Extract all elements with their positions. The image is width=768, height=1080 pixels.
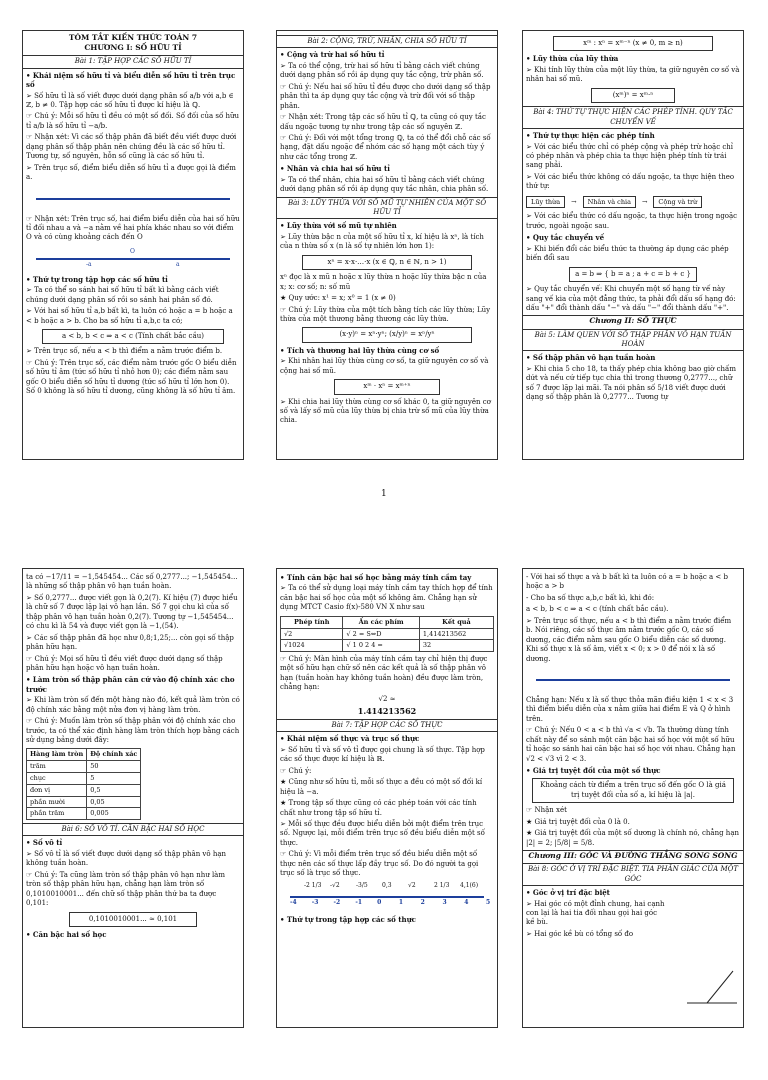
paragraph: ➢ Số 0,2777... được viết gọn là 0,2(7). Kí hiệu (7) được hiểu là chữ số 7 được lặp lại vô hạn lần. Số 7 gọi chu kì của số thập phân vô hạn tuần hoàn 0,2(7). Tương tự −1,545454... có chu kì là 54 và được viết gọn là −1,(54). [26,593,238,631]
table-cell: phần trăm [27,808,87,820]
section-heading: • Cộng và trừ hai số hữu tỉ [280,50,385,60]
flow-step: Cộng và trừ [653,196,702,209]
table-cell: 1,414213562 [419,628,493,640]
definition-box: Khoảng cách từ điểm a trên trục số đến gốc O là giá trị tuyệt đối của số a, kí hiệu là |a|. [532,778,735,803]
rounding-table [26,748,141,820]
paragraph: ★ Giá trị tuyệt đối của một số dương là chính nó, chẳng hạn |2| = 2; |5/8| = 5/8. [526,829,739,847]
section-heading: • Tích và thương hai lũy thừa cùng cơ số [280,345,440,355]
symmetric-number-line [26,246,240,272]
number-line-axis [536,679,730,681]
paragraph: ➢ Với các biểu thức có dấu ngoặc, ta thực hiện trong ngoặc trước, ngoài ngoặc sau. [526,212,738,230]
paragraph: ➢ Trên trục số, nếu a < b thì điểm a nằm trước điểm b. [26,347,223,356]
table-header: Độ chính xác [87,749,141,761]
paragraph: ➢ Hai góc có một đỉnh chung, hai cạnh con lại là hai tia đối nhau gọi hai góc kề bù. [526,899,665,927]
paragraph: ☞ Chú ý: [280,766,312,775]
axis-tick-label: -1 [355,898,362,906]
paragraph: ta có −17/11 = −1,545454... Các số 0,2777...; −1,545454... là những số thập phân vô hạn tuần hoàn. [26,573,238,591]
formula-box: (xᵐ)ⁿ = xᵐ·ⁿ [591,88,676,103]
table-row [27,808,141,820]
paragraph: ➢ Với các biểu thức không có dấu ngoặc, ta thực hiện theo thứ tự: [526,172,735,191]
axis-tick-label: -3 [311,898,319,906]
axis-tick-label: 1 [398,898,404,906]
paragraph: ☞ Chú ý: Ta cũng làm tròn số thập phân vô hạn như làm tròn số thập phân hữu hạn, chẳng hạn làm tròn số 0,1010010001... đến chữ số thập phân thứ ba ta được 0,101: [26,870,225,908]
section-heading: • Thứ tự trong tập hợp các số hữu tỉ [26,274,168,284]
page1-column-2 [276,30,498,460]
calculator-result: 1.414213562 [357,706,417,717]
paragraph: ➢ Khi biến đổi các biểu thức ta thường áp dụng các phép biến đổi sau [526,244,729,263]
paragraph: ★ Quy ước: x¹ = x; x⁰ = 1 (x ≠ 0) [280,294,396,303]
formula-box: xᵐ : xⁿ = xᵐ⁻ⁿ (x ≠ 0, m ≥ n) [553,36,713,51]
axis-mark-label: -3/5 [356,881,368,889]
paragraph: ☞ Chú ý: Đối với một tổng trong ℚ, ta có thể đổi chỗ các số hạng, đặt dấu ngoặc để nhóm các số hạng một cách tùy ý như các tổng trong ℤ. [280,133,491,161]
section-heading: • Giá trị tuyệt đối của một số thực [526,766,661,775]
section-heading: • Khái niệm số thực và trục số thực [280,734,420,744]
page1-column-1 [22,30,244,460]
paragraph: ➢ Khi làm tròn số đến một hàng nào đó, kết quả làm tròn có độ chính xác bằng một nửa đơn vị hàng làm tròn. [26,696,240,714]
table-cell: 0,005 [87,808,141,820]
page2-column-2 [276,568,498,1028]
paragraph: ➢ Hai góc kề bù có tổng số đo [526,929,634,938]
paragraph: ➢ Quy tắc chuyển vế: Khi chuyển một số hạng từ vế này sang vế kia của một đẳng thức, ta phải đổi dấu số hạng đó: dấu "+" đổi thành dấu "−" và dấu "−" đổi thành dấu "+". [526,285,736,312]
axis-tick-label: 2 [420,898,425,906]
number-line-figure [26,186,240,212]
lesson-title: Bài 5: LÀM QUEN VỚI SỐ THẬP PHÂN VÔ HẠN TUẦN HOÀN [523,329,743,352]
paragraph: ☞ Chú ý: Vì mỗi điểm trên trục số đều biểu diễn một số thực nên các số thực lấp đầy trục số. Do đó người ta gọi trục số là trục số thực. [280,850,479,878]
table-cell: 50 [87,761,141,773]
lesson-title: Bài 4: THỨ TỰ THỰC HIỆN CÁC PHÉP TÍNH. QUY TẮC CHUYỂN VẾ [523,106,743,129]
paragraph: ★ Cũng như số hữu tỉ, mỗi số thực a đều có một số đối kí hiệu là −a. [280,778,483,796]
table-row [27,796,141,808]
paragraph: ➢ Khi chia 5 cho 18, ta thấy phép chia không bao giờ chấm dứt và nếu cứ tiếp tục chia thì trong thương 0,2777..., chữ số 7 được lặp lại mãi. Ta nói phân số 5/18 viết được dưới dạng số thập phân là 0,2777... Tương tự [526,364,736,402]
section-heading: • Lũy thừa với số mũ tự nhiên [280,221,397,231]
paragraph: ➢ Số vô tỉ là số viết được dưới dạng số thập phân vô hạn không tuần hoàn. [26,849,227,868]
paragraph: ☞ Nhận xét: Vì các số thập phân đã biết đều viết được dưới dạng phân số thập phân nên chúng đều là các số hữu tỉ. Tương tự, số nguyên, hỗn số cũng là các số hữu tỉ. [26,133,237,161]
axis-mark-label: √2 [408,881,416,889]
number-line-axis [36,198,230,200]
paragraph: ➢ Mỗi số thực đều được biểu diễn bởi một điểm trên trục số. Ngược lại, mỗi điểm trên trục số đều biểu diễn một số thực. [280,819,485,847]
lesson-title: Bài 7: TẬP HỢP CÁC SỐ THỰC [277,719,497,732]
table-cell: 5 [87,772,141,784]
table-cell: phần mười [27,796,87,808]
formula-box: a < b, b < c ⇒ a < c (Tính chất bắc cầu) [42,329,223,344]
formula-line: √2 ≈ [378,694,396,703]
section-heading: • Lũy thừa của lũy thừa [526,54,619,64]
table-cell: trăm [27,761,87,773]
flow-step: Lũy thừa [526,196,565,209]
axis-tick-label: -2 [333,898,341,906]
section-heading: • Tính căn bậc hai số học bằng máy tính cầm tay [280,573,472,582]
number-line-axis [36,258,230,260]
paragraph: ➢ Ta có thể sử dụng loại máy tính cầm tay thích hợp để tính căn bậc hai số học của một số không âm. Chẳng hạn sử dụng MTCT Casio f(x)-580 VN X như sau [280,584,493,612]
axis-mark-label: -√2 [330,881,340,889]
section-heading: • Góc ở vị trí đặc biệt [526,888,610,898]
page2-column-1 [22,568,244,1028]
table-cell: 0,05 [87,796,141,808]
paragraph: ☞ Chú ý: Màn hình của máy tính cầm tay chỉ hiện thị được một số hữu hạn chữ số nên các kết quả là số thập phân vô hạn (tuần hoàn hay không tuần hoàn) đều được làm tròn, chẳng hạn: [280,655,488,692]
axis-tick-label: 5 [486,898,491,906]
paragraph: ➢ Ta có thể cộng, trừ hai số hữu tỉ bằng cách viết chúng dưới dạng phân số rồi áp dụng quy tắc cộng, trừ phân số. [280,61,484,80]
chapter-title: Chương III: GÓC VÀ ĐƯỜNG THẲNG SONG SONG [523,850,743,861]
section-heading: • Khái niệm số hữu tỉ và biểu diễn số hữu tỉ trên trục số [26,70,236,90]
paragraph: - Cho ba số thực a,b,c bất kì, khi đó: [526,593,655,602]
paragraph: - Với hai số thực a và b bất kì ta luôn có a = b hoặc a < b hoặc a > b [526,573,728,591]
paragraph: Chẳng hạn: Nếu x là số thực thỏa mãn điều kiện 1 < x < 3 thì điểm biểu diễn của x nằm giữa hai điểm E và Q ở hình trên. [526,695,734,723]
paragraph: ☞ Nhận xét: Trên trục số, hai điểm biểu diễn của hai số hữu tỉ đối nhau a và −a nằm về hai phía khác nhau so với điểm O và có cùng khoảng cách đến O [26,214,240,242]
order-of-operations-flow: Lũy thừa → Nhân và chia → Cộng và trừ [526,196,740,209]
table-row [27,772,141,784]
table-cell: chục [27,772,87,784]
paragraph: ➢ Ta có thể so sánh hai số hữu tỉ bất kì bằng cách viết chúng dưới dạng phân số rồi so sánh hai phân số đó. [26,286,219,304]
paragraph: ★ Trong tập số thực cũng có các phép toán với các tính chất như trong tập số hữu tỉ. [280,799,477,817]
table-cell: 32 [419,640,493,652]
paragraph: ☞ Chú ý: Mỗi số hữu tỉ đều có một số đối. Số đối của số hữu tỉ a/b là số hữu tỉ −a/b. [26,112,239,130]
table-row [281,628,494,640]
paragraph: ☞ Chú ý: Mọi số hữu tỉ đều viết được dưới dạng số thập phân hữu hạn hoặc vô hạn tuần hoàn. [26,654,223,672]
formula-box: xⁿ = x·x·…·x (x ∈ ℚ, n ∈ ℕ, n > 1) [302,255,473,270]
lesson-title: Bài 6: SỐ VÔ TỈ. CĂN BẬC HAI SỐ HỌC [23,823,243,836]
paragraph: ☞ Chú ý: Trên trục số, các điểm nằm trước gốc O biểu diễn số hữu tỉ âm (tức số hữu tỉ nhỏ hơn 0); các điểm nằm sau gốc O biểu diễn số hữu tỉ dương (tức số hữu tỉ lớn hơn 0). Số 0 không là số hữu tỉ dương, cũng không là số hữu tỉ âm. [26,358,237,396]
document-title: TÓM TẮT KIẾN THỨC TOÁN 7 [68,33,198,42]
section-heading: • Làm tròn số thập phân căn cứ vào độ chính xác cho trước [26,675,235,694]
pos-a-label: a [176,260,180,268]
flow-step: Nhân và chia [583,196,636,209]
table-cell: √2 [281,628,343,640]
table-cell: 0,5 [87,784,141,796]
paragraph: ☞ Chú ý: Lũy thừa của một tích bằng tích các lũy thừa; Lũy thừa của một thương bằng thương các lũy thừa. [280,305,491,323]
section-heading: • Nhân và chia hai số hữu tỉ [280,164,390,174]
number-line-axis [290,896,484,898]
paragraph: ➢ Trên trục số thực, nếu a < b thì điểm a nằm trước điểm b. Nói riêng, các số thực âm nằm trước gốc O, các số dương, các điểm nằm sau gốc O biểu diễn các số dương. Khi số thực x là số âm, viết x < 0; x > 0 để nói x là số dương. [526,616,732,663]
paragraph: ★ Giá trị tuyệt đối của 0 là 0. [526,817,630,826]
table-header: Hàng làm tròn [27,749,87,761]
formula-box: (x·y)ⁿ = xⁿ·yⁿ; (x/y)ⁿ = xⁿ/yⁿ [302,327,473,342]
formula-box: a = b ⇒ { b = a ; a + c = b + c } [569,267,697,282]
page-1 [0,0,768,520]
paragraph: ☞ Chú ý: Nếu 0 < a < b thì √a < √b. Ta thường dùng tính chất này để so sánh một căn bậc hai số học với một số hữu tỉ hoặc so sánh hai căn bậc hai số học với nhau. Chẳng hạn √2 < √3 vì 2 < 3. [526,726,736,763]
table-row [27,784,141,796]
section-heading: • Quy tắc chuyển vế [526,233,605,243]
axis-tick-label: 4 [464,898,469,906]
axis-mark-label: -2 1/3 [304,881,322,889]
table-cell: √1024 [281,640,343,652]
paragraph: ➢ Ta có thể nhân, chia hai số hữu tỉ bằng cách viết chúng dưới dạng phân số rồi áp dụng quy tắc nhân, chia phân số. [280,175,489,194]
real-number-line [280,882,494,912]
axis-mark-label: 2 1/3 [434,881,450,889]
section-heading: • Thứ tự trong tập hợp các số thực [280,914,416,924]
paragraph: ➢ Với các biểu thức chỉ có phép cộng và phép trừ hoặc chỉ có phép nhân và phép chia ta thực hiện phép tính từ trái sang phải. [526,142,734,170]
paragraph: ➢ Trên trục số, điểm biểu diễn số hữu tỉ a được gọi là điểm a. [26,163,236,182]
chapter-title: CHƯƠNG I: SỐ HỮU TỈ [84,43,182,53]
page-number: 1 [381,489,387,499]
page2-column-3 [522,568,744,1028]
table-header: Phép tính [281,616,343,628]
paragraph: ➢ Số hữu tỉ là số viết được dưới dạng phân số a/b với a,b ∈ ℤ, b ≠ 0. Tập hợp các số hữu tỉ được kí hiệu là ℚ. [26,91,234,109]
calculator-table [280,616,494,652]
lesson-title: Bài 3: LŨY THỪA VỚI SỐ MŨ TỰ NHIÊN CỦA MỘT SỐ HỮU TỈ [277,197,497,220]
lesson-title: Bài 8: GÓC Ở VỊ TRÍ ĐẶC BIỆT. TIA PHÂN GIÁC CỦA MỘT GÓC [523,863,743,886]
paragraph: ➢ Khi tính lũy thừa của một lũy thừa, ta giữ nguyên cơ số và nhân hai số mũ. [526,65,740,84]
page-2 [0,560,768,1080]
table-header: Ấn các phím [343,616,419,628]
axis-mark-label: 4,1(6) [460,881,479,889]
paragraph: ☞ Nhận xét [526,806,567,815]
number-line-figure [526,667,740,693]
section-heading: • Thứ tự thực hiện các phép tính [526,131,655,141]
paragraph: ➢ Khi nhân hai lũy thừa cùng cơ số, ta giữ nguyên cơ số và cộng hai số mũ. [280,357,489,375]
section-heading: • Căn bậc hai số học [26,929,107,939]
lesson-title: Bài 1: TẬP HỢP CÁC SỐ HỮU TỈ [23,55,243,68]
formula-box: xᵐ · xⁿ = xᵐ⁺ⁿ [334,379,440,394]
paragraph: ➢ Lũy thừa bậc n của một số hữu tỉ x, kí hiệu là xⁿ, là tích của n thừa số x (n là số tự nhiên lớn hơn 1): [280,232,484,251]
section-heading: • Số vô tỉ [26,838,63,848]
origin-label: O [130,247,135,255]
paragraph: xⁿ đọc là x mũ n hoặc x lũy thừa n hoặc lũy thừa bậc n của x; x: cơ số; n: số mũ [280,273,487,291]
lesson-title: Bài 2: CỘNG, TRỪ, NHÂN, CHIA SỐ HỮU TỈ [277,35,497,48]
page1-column-3 [522,30,744,460]
axis-tick-label: 3 [442,898,447,906]
table-cell: √ 1 0 2 4 = [343,640,419,652]
paragraph: ➢ Các số thập phân đã học như 0,8;1,25;... còn gọi số thập phân hữu hạn. [26,633,234,652]
table-row [281,640,494,652]
table-header: Kết quả [419,616,493,628]
table-cell: √ 2 = S⇔D [343,628,419,640]
paragraph: ➢ Với hai số hữu tỉ a,b bất kì, ta luôn có hoặc a = b hoặc a < b hoặc a > b. Cho ba số hữu tỉ a,b,c ta có; [26,307,233,325]
paragraph: ☞ Chú ý: Muốn làm tròn số thập phân với độ chính xác cho trước, ta có thể xác định hàng làm tròn thích hợp bằng cách sử dụng bảng dưới đây: [26,717,240,744]
chapter-title: Chương II: SỐ THỰC [523,315,743,326]
formula-box: 0,1010010001... ≈ 0,101 [69,912,197,927]
paragraph: a < b, b < c ⇒ a < c (tính chất bắc cầu). [526,605,669,614]
paragraph: ☞ Chú ý: Nếu hai số hữu tỉ đều được cho dưới dạng số thập phân thì ta áp dụng quy tắc cộng và trừ đối với số thập phân. [280,82,491,110]
paragraph: ☞ Nhận xét: Trong tập các số hữu tỉ ℚ, ta cũng có quy tắc dấu ngoặc tương tự như trong tập các số nguyên ℤ. [280,113,486,131]
axis-tick-label: 0 [377,898,382,906]
paragraph: ➢ Số hữu tỉ và số vô tỉ được gọi chung là số thực. Tập hợp các số thực được kí hiệu là ℝ. [280,745,485,764]
table-row [27,761,141,773]
supplementary-angle-figure [687,967,737,1007]
axis-tick-label: -4 [290,898,297,906]
neg-a-label: -a [86,260,92,268]
axis-mark-label: 0,3 [382,881,392,889]
section-heading: • Số thập phân vô hạn tuần hoàn [526,353,656,363]
paragraph: ➢ Khi chia hai lũy thừa cùng cơ số khác 0, ta giữ nguyên cơ số và lấy số mũ của lũy thừa bị chia trừ số mũ của lũy thừa chia. [280,397,491,425]
table-cell: đơn vị [27,784,87,796]
